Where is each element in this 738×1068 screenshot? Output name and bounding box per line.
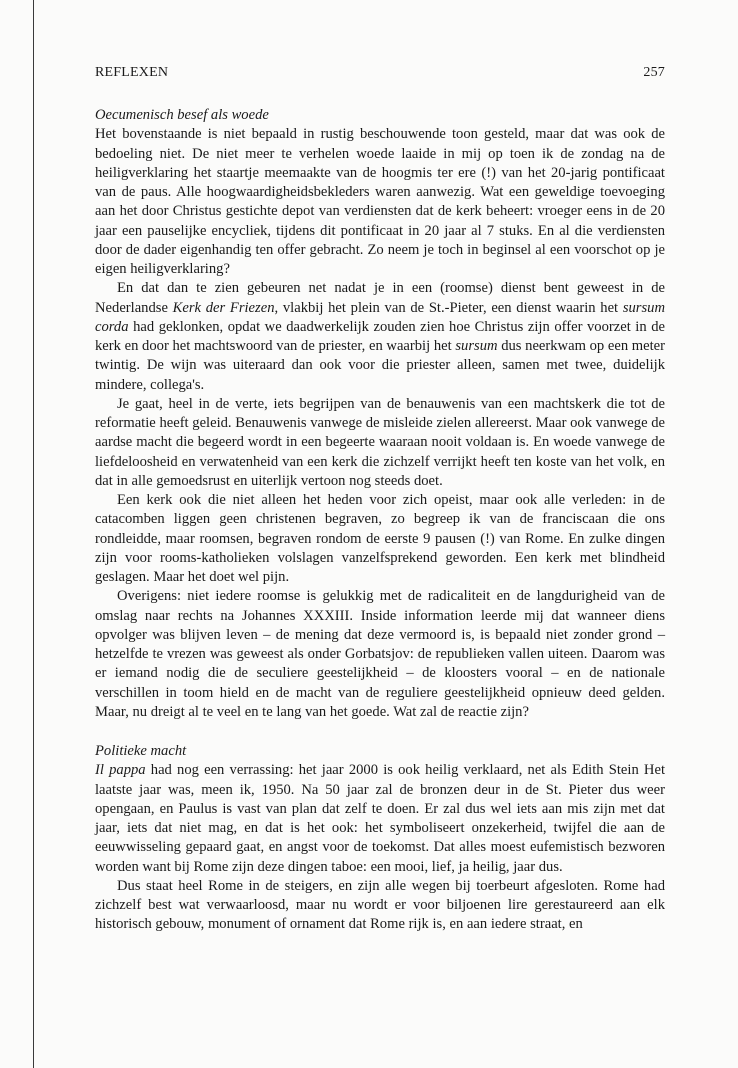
running-head-title: REFLEXEN (95, 65, 169, 80)
paragraph: Overigens: niet iedere roomse is gelukkig met de radicaliteit en de langdurigheid van de omslag naar rechts na Johannes XXXIII. Inside information leerde mij dat wanneer diens opvolger was blijven leven – de mening dat deze vermoord is, is bepaald niet zonder grond – hetzelfde te vrezen was geweest als onder Gorbatsjov: de republieken vallen uiteen. Daarom was er iemand nodig die de seculiere geestelijkheid – de kloosters vooral – en de nationale verschillen in toom hield en de macht van de reguliere geestelijkheid opnieuw deed gelden. Maar, nu dreigt al te veel en te lang van het goede. Wat zal de reactie zijn? (95, 588, 665, 720)
section-heading-oecumenisch: Oecumenisch besef als woede (95, 107, 269, 123)
running-head (95, 64, 665, 82)
body-text (95, 106, 665, 935)
italic-term: sursum corda (95, 299, 665, 335)
paragraph: Il pappa had nog een verrassing: het jaar 2000 is ook heilig verklaard, net als Edith Stein Het laatste jaar was, meen ik, 1950. Na 50 jaar zal de bronzen deur in de St. Pieter dus weer opengaan, en Paulus is vast van plan dat zelf te doen. Er zal dus wel iets aan mis zijn met dat jaar, iets dat niet mag, en dat is het ook: het symboliseert onzekerheid, twijfel die aan de eeuwwisseling gepaard gaat, en angst voor de toekomst. Dat alles moest eufemistisch bezworen worden want bij Rome zijn deze dingen taboe: een mooi, lief, ja heilig, jaar dus. (95, 762, 665, 875)
section-spacer (95, 722, 665, 742)
section-heading-politieke-macht: Politieke macht (95, 743, 187, 759)
page-number: 257 (643, 65, 665, 80)
paragraph: Het bovenstaande is niet bepaald in rustig beschouwende toon gesteld, maar dat was ook de bedoeling niet. De niet meer te verhelen woede laaide in mij op toen ik de zondag na de heiligverklaring het staartje meemaakte van de hoogmis ter ere (!) van het 20-jarig pontificaat van de paus. Alle hoogwaardigheidsbekleders waren aanwezig. Wat een geweldige toevoeging aan het door Christus gestichte depot van verdiensten dat de kerk beheert: vroeger eens in de 20 jaar een pauselijke encycliek, tijdens dit pontificaat in 20 jaar al 7 stuks. En al die verdiensten door de dader eigenhandig ten offer gebracht. Zo neem je toch in beginsel al een voorschot op je eigen heiligverklaring? (95, 126, 665, 277)
paragraph: Je gaat, heel in de verte, iets begrijpen van de benauwenis van een machtskerk die tot de reformatie heeft geleid. Benauwenis vanwege de misleide zielen allereerst. Maar ook vanwege de aardse macht die begeerd wordt in een begeerte waaraan nooit voldaan is. En woede vanwege de liefdeloosheid en verwatenheid van een kerk die zichzelf verrijkt heeft ten koste van het volk, en dat in alle gemoedsrust en uiterlijk vertoon nog steeds doet. (95, 395, 665, 489)
italic-term: sursum (455, 338, 498, 354)
paragraph: Dus staat heel Rome in de steigers, en zijn alle wegen bij toerbeurt afgesloten. Rome had zichzelf best wat verwaarloosd, maar nu wordt er voor biljoenen lire gerestaureerd aan elk historisch gebouw, monument of ornament dat Rome rijk is, en aan iedere straat, en (95, 877, 665, 933)
italic-term: Kerk der Friezen (172, 299, 275, 316)
italic-term: Il pappa (95, 762, 146, 779)
paragraph: Een kerk ook die niet alleen het heden voor zich opeist, maar ook alle verleden: in de catacomben liggen geen christenen begraven, zo begreep ik van de franciscaan die ons rondleidde, maar roomsen, begraven rondom de eerste 9 pausen (!) van Rome. En zulke dingen zijn voor rooms-katholieken volslagen vanzelfsprekend geworden. Een kerk met blindheid geslagen. Maar het doet wel pijn. (95, 492, 665, 585)
binding-edge-line (33, 0, 34, 1068)
paragraph: En dat dan te zien gebeuren net nadat je in een (roomse) dienst bent geweest in de Nederlandse Kerk der Friezen, vlakbij het plein van de St.-Pieter, een dienst waarin het sursum corda had geklonken, opdat we daadwerkelijk zouden zien hoe Christus zijn offer voorzet in de kerk en door het machtswoord van de priester, en waarbij het sursum dus neerkwam op een meter twintig. De wijn was uiteraard dan ook voor die priester alleen, samen met twee, duidelijk mindere, collega's. (95, 280, 666, 393)
